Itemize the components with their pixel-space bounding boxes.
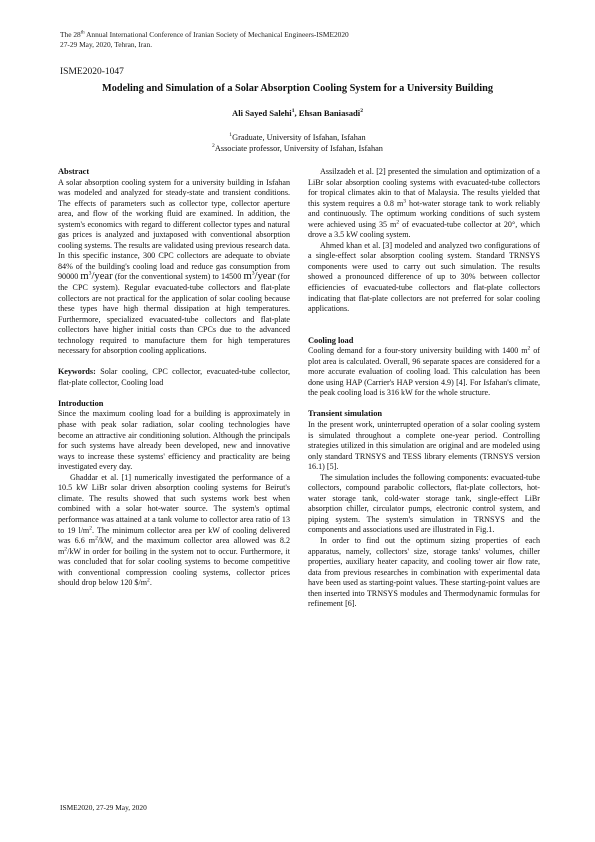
- page-footer: ISME2020, 27-29 May, 2020: [60, 803, 147, 812]
- introduction-paragraph: Ahmed khan et al. [3] modeled and analyzed two configurations of a single-effect solar absorption cooling system. Standard TRNSYS components were used to carry out such simulation. The results showed a pronounced difference of up to 30% between collector efficiencies of evacuated-tube collectors and flat-plate collectors indicating that flat-plate collectors are not preferred for solar cooling applications.: [308, 240, 540, 314]
- introduction-paragraph: Since the maximum cooling load for a building is approximately in phase with peak solar radiation, solar cooling technologies have become an attractive air conditioning solution. Although the principals for such systems have already been developed, new and innovative ways to increase these systems' efficiency and practicality are being investigated every day.: [58, 409, 290, 472]
- transient-paragraph: In the present work, uninterrupted operation of a solar cooling system is simulated throughout a complete one-year period. Controlling strategies utilized in this simulation are original and are modeled using only standard TRNSYS and TESS library elements (TRNSYS version 16.1) [5].: [308, 419, 540, 472]
- paper-title: Modeling and Simulation of a Solar Absorption Cooling System for a University Building: [102, 83, 493, 94]
- conference-name: The 28th Annual International Conference of Iranian Society of Mechanical Engineers-ISME2020: [60, 30, 349, 39]
- cooling-load-paragraph: Cooling demand for a four-story university building with 1400 $m^2$ of plot area is calculated. Overall, 96 separate spaces are considered for a more accurate evaluation of cooling load. This calculation has been done using HAP (Carrier's HAP version 4.9) [4]. For Isfahan's climate, the peak cooling load is 316 kW for the whole structure.: [308, 345, 540, 398]
- transient-paragraph: In order to find out the optimum sizing properties of each apparatus, namely, collectors' size, storage tanks' volumes, chiller properties, auxiliary heater capacity, and cooling tower air flow rate, data from previous researches in combination with experimental data have been used as starting-point values. These starting-point values are then inserted into TRNSYS modules and Thermodynamic formulas for refinement [6].: [308, 536, 540, 609]
- introduction-paragraph: Assilzadeh et al. [2] presented the simulation and optimization of a LiBr solar absorption cooling systems with evacuated-tube collectors for tropical climates akin to that of Malaysia. The results yielded that this system requires a 0.8 $m^3$ hot-water storage tank to work reliably and continuously. The optimum working conditions of such system were achieved using 35 $m^2$ of evacuated-tube collector at 20°, which drove a 3.5 kW cooling system.: [308, 167, 541, 240]
- left-column: [58, 167, 290, 589]
- conference-dates: 27-29 May, 2020, Tehran, Iran.: [60, 40, 153, 49]
- affiliation: $^2$Associate professor, University of Isfahan, Isfahan: [212, 142, 383, 153]
- transient-paragraph: The simulation includes the following components: evacuated-tube collectors, compound parabolic collectors, flat-plate collectors, hot-water storage tank, cold-water storage tank, single-effect LiBr absorption chiller, circulator pumps, electronic control system, and piping system. The system's simulation in TRNSYS and the components and associations used are illustrated in Fig.1.: [308, 472, 540, 535]
- conference-header: [60, 30, 349, 50]
- introduction-paragraph: Ghaddar et al. [1] numerically investigated the performance of a 10.5 kW LiBr solar driven absorption cooling systems for Beirut's climate. The results showed that such systems work best when combined with a solar hot-water source. The system's optimal performance was attained at a tank volume to collector area ratio of 13 to 19 $l/m^2$. The minimum collector area per kW of cooling delivered was 6.6 $m^2/kW$, and the maximum collector area allowed was 8.2 $m^2/kW$ in order for boiling in the system not to occur. Furthermore, it was concluded that for solar cooling systems to become competitive with conventional compression cooling systems, collector prices should drop below 120 $\$/m^2$.: [58, 472, 290, 588]
- affiliations: [40, 133, 555, 154]
- author-name: Ali Sayed Salehi: [232, 108, 292, 118]
- affiliation: $^1$Graduate, University of Isfahan, Isfahan: [229, 132, 366, 142]
- cooling-load-heading: Cooling load: [308, 335, 354, 345]
- paper-id: ISME2020-1047: [60, 67, 124, 77]
- right-column: [308, 167, 540, 610]
- keywords: Keywords: Solar cooling, CPC collector, evacuated-tube collector, flat-plate collector, Cooling load: [58, 367, 290, 387]
- author-name: Ehsan Baniasadi: [298, 108, 361, 118]
- transient-simulation-heading: Transient simulation: [308, 409, 383, 419]
- abstract-text: A solar absorption cooling system for a university building in Isfahan was modeled and analyzed for steady-state and transient conditions. The effects of parameters such as collector type, collector aperture area, and flow of the working fluid are examined. In addition, the system's economics with regard to different collector types and natural gas prices is analyzed and juxtaposed with conventional absorption cooling systems. The results are validated using previous research data. In this specific instance, 300 CPC collectors are adequate to obviate 84% of the building's cooling load and reduce gas consumption from 90000 $m^3$/year (for the conventional system) to 14500 $m^3$/year (for the CPC system). Regular evacuated-tube collectors and flat-plate collectors are not practical for the application of solar cooling because these types have high thermal dissipation at high temperatures. Furthermore, specialized evacuated-tube collectors and flat-plate collectors have higher initial costs than CPCs due to the advanced technology required to manufacture them for high temperatures necessary for absorption cooling applications.: [58, 177, 290, 356]
- author-list: Ali Sayed Salehi$^1$, Ehsan Baniasadi$^2$: [232, 108, 363, 118]
- introduction-heading: Introduction: [58, 398, 104, 408]
- abstract-heading: Abstract: [58, 167, 90, 176]
